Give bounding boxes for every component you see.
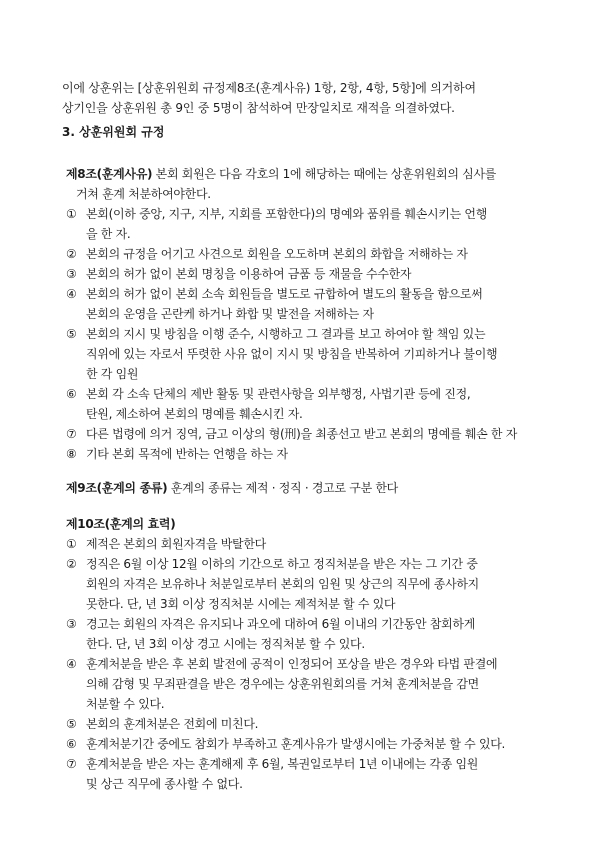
article-10	[66, 514, 546, 794]
item-text-line: 훈계처분을 받은 자는 훈계해제 후 6월, 복권일로부터 1년 이내에는 각종 임원	[86, 757, 479, 771]
article-8-intro-text: 본회 회원은 다음 각호의 1에 해당하는 때에는 상훈위원회의 심사를	[152, 167, 497, 181]
item-number: ③	[66, 617, 77, 631]
section-heading: 3. 상훈위원회 규정	[62, 125, 165, 139]
item-text-line: 본회의 훈계처분은 전회에 미친다.	[86, 717, 259, 731]
item-text	[86, 284, 546, 324]
item-text-line: 한다. 단, 년 3회 이상 경고 시에는 정직처분 할 수 있다.	[86, 637, 365, 651]
item-text-line: 훈계처분을 받은 후 본회 발전에 공적이 인정되어 포상을 받은 경우와 타법 판결에	[86, 657, 498, 671]
item-text-line: 본회의 지시 및 방침을 이행 준수, 시행하고 그 결과를 보고 하여야 할 책임 있는	[86, 327, 486, 341]
intro-line-2: 상기인을 상훈위원 총 9인 중 5명이 참석하여 만장일치로 재적을 의결하였다.	[62, 101, 455, 115]
item-text	[86, 204, 546, 244]
article-9-line	[66, 478, 546, 498]
article-8-item-2	[66, 244, 546, 264]
article-8	[66, 164, 546, 464]
article-10-item-6	[66, 734, 546, 754]
item-number: ③	[66, 267, 77, 281]
item-text	[86, 714, 546, 734]
item-text-line: 정직은 6월 이상 12월 이하의 기간으로 하고 정직처분을 받은 자는 그 기간 중	[86, 557, 478, 571]
item-number: ⑦	[66, 427, 77, 441]
article-10-item-7	[66, 754, 546, 794]
item-text	[86, 554, 546, 614]
article-8-item-6	[66, 384, 546, 424]
article-9	[66, 478, 546, 498]
article-10-item-list	[66, 534, 546, 794]
article-9-text: 훈계의 종류는 제적 · 정직 · 경고로 구분 한다	[167, 481, 398, 495]
item-text-line: 본회의 허가 없이 본회 소속 회원들을 별도로 규합하여 별도의 활동을 함으로써	[86, 287, 483, 301]
article-10-item-3	[66, 614, 546, 654]
item-text-line: 을 한 자.	[86, 227, 131, 241]
intro-line-1: 이에 상훈위는 [상훈위원회 규정제8조(훈계사유) 1항, 2항, 4항, 5항]에 의거하여	[62, 81, 476, 95]
article-10-item-1	[66, 534, 546, 554]
item-text-line: 본회(이하 중앙, 지구, 지부, 지회를 포함한다)의 명예와 품위를 훼손시키는 언행	[86, 207, 487, 221]
item-number: ②	[66, 557, 77, 571]
item-number: ⑤	[66, 717, 77, 731]
article-8-item-7	[66, 424, 546, 444]
article-10-item-4	[66, 654, 546, 714]
article-9-title: 제9조(훈계의 종류)	[66, 481, 168, 495]
article-10-title: 제10조(훈계의 효력)	[66, 517, 176, 531]
article-8-item-3	[66, 264, 546, 284]
item-text-line: 본회의 규정을 어기고 사견으로 회원을 오도하며 본회의 화합을 저해하는 자	[86, 247, 468, 261]
item-text-line: 본회의 허가 없이 본회 명칭을 이용하여 금품 등 재물을 수수한자	[86, 267, 412, 281]
article-8-item-4	[66, 284, 546, 324]
article-8-intro	[66, 164, 546, 184]
item-number: ⑧	[66, 447, 77, 461]
item-text-line: 의해 감형 및 무죄판결을 받은 경우에는 상훈위원회의를 거쳐 훈계처분을 감면	[86, 677, 479, 691]
item-text-line: 직위에 있는 자로서 뚜렷한 사유 없이 지시 및 방침을 반복하여 기피하거나 불이행	[86, 347, 498, 361]
item-text	[86, 654, 546, 714]
item-text	[86, 384, 546, 424]
item-text	[86, 754, 546, 794]
item-text	[86, 324, 546, 384]
item-number: ①	[66, 207, 77, 221]
item-text-line: 다른 법령에 의거 징역, 금고 이상의 형(刑)을 최종선고 받고 본회의 명예를 훼손 한 자	[86, 427, 518, 441]
item-text-line: 기타 본회 목적에 반하는 언행을 하는 자	[86, 447, 288, 461]
item-text-line: 탄원, 제소하여 본회의 명예를 훼손시킨 자.	[86, 407, 303, 421]
item-text-line: 본회 각 소속 단체의 제반 활동 및 관련사항을 외부행정, 사법기관 등에 진정,	[86, 387, 471, 401]
item-number: ⑥	[66, 737, 77, 751]
article-10-item-2	[66, 554, 546, 614]
item-number: ⑤	[66, 327, 77, 341]
item-number: ④	[66, 287, 77, 301]
item-text	[86, 244, 546, 264]
item-text-line: 제적은 본회의 회원자격을 박탈한다	[86, 537, 266, 551]
item-text-line: 본회의 운영을 곤란케 하거나 화합 및 발전을 저해하는 자	[86, 307, 374, 321]
article-8-item-1	[66, 204, 546, 244]
item-number: ⑦	[66, 757, 77, 771]
intro-paragraph	[62, 78, 542, 118]
item-text	[86, 444, 546, 464]
item-text	[86, 614, 546, 654]
item-number: ①	[66, 537, 77, 551]
article-10-item-5	[66, 714, 546, 734]
item-text-line: 처분할 수 있다.	[86, 697, 165, 711]
item-text	[86, 734, 546, 754]
article-8-item-8	[66, 444, 546, 464]
item-text-line: 회원의 자격은 보유하나 처분일로부터 본회의 임원 및 상근의 직무에 종사하지	[86, 577, 479, 591]
article-8-item-list	[66, 204, 546, 464]
item-text	[86, 424, 546, 444]
item-text-line: 및 상근 직무에 종사할 수 없다.	[86, 777, 243, 791]
item-number: ②	[66, 247, 77, 261]
item-text	[86, 534, 546, 554]
article-8-item-5	[66, 324, 546, 384]
article-10-heading	[66, 514, 546, 534]
item-text-line: 경고는 회원의 자격은 유지되나 과오에 대하여 6월 이내의 기간동안 참회하게	[86, 617, 476, 631]
article-8-intro-line-2: 거쳐 훈계 처분하여야한다.	[76, 187, 211, 201]
item-text-line: 한 각 임원	[86, 367, 139, 381]
item-number: ⑥	[66, 387, 77, 401]
item-text	[86, 264, 546, 284]
item-number: ④	[66, 657, 77, 671]
article-8-title: 제8조(훈계사유)	[66, 167, 153, 181]
item-text-line: 훈계처분기간 중에도 참회가 부족하고 훈계사유가 발생시에는 가중처분 할 수 있다.	[86, 737, 506, 751]
item-text-line: 못한다. 단, 년 3회 이상 정직처분 시에는 제적처분 할 수 있다	[86, 597, 396, 611]
